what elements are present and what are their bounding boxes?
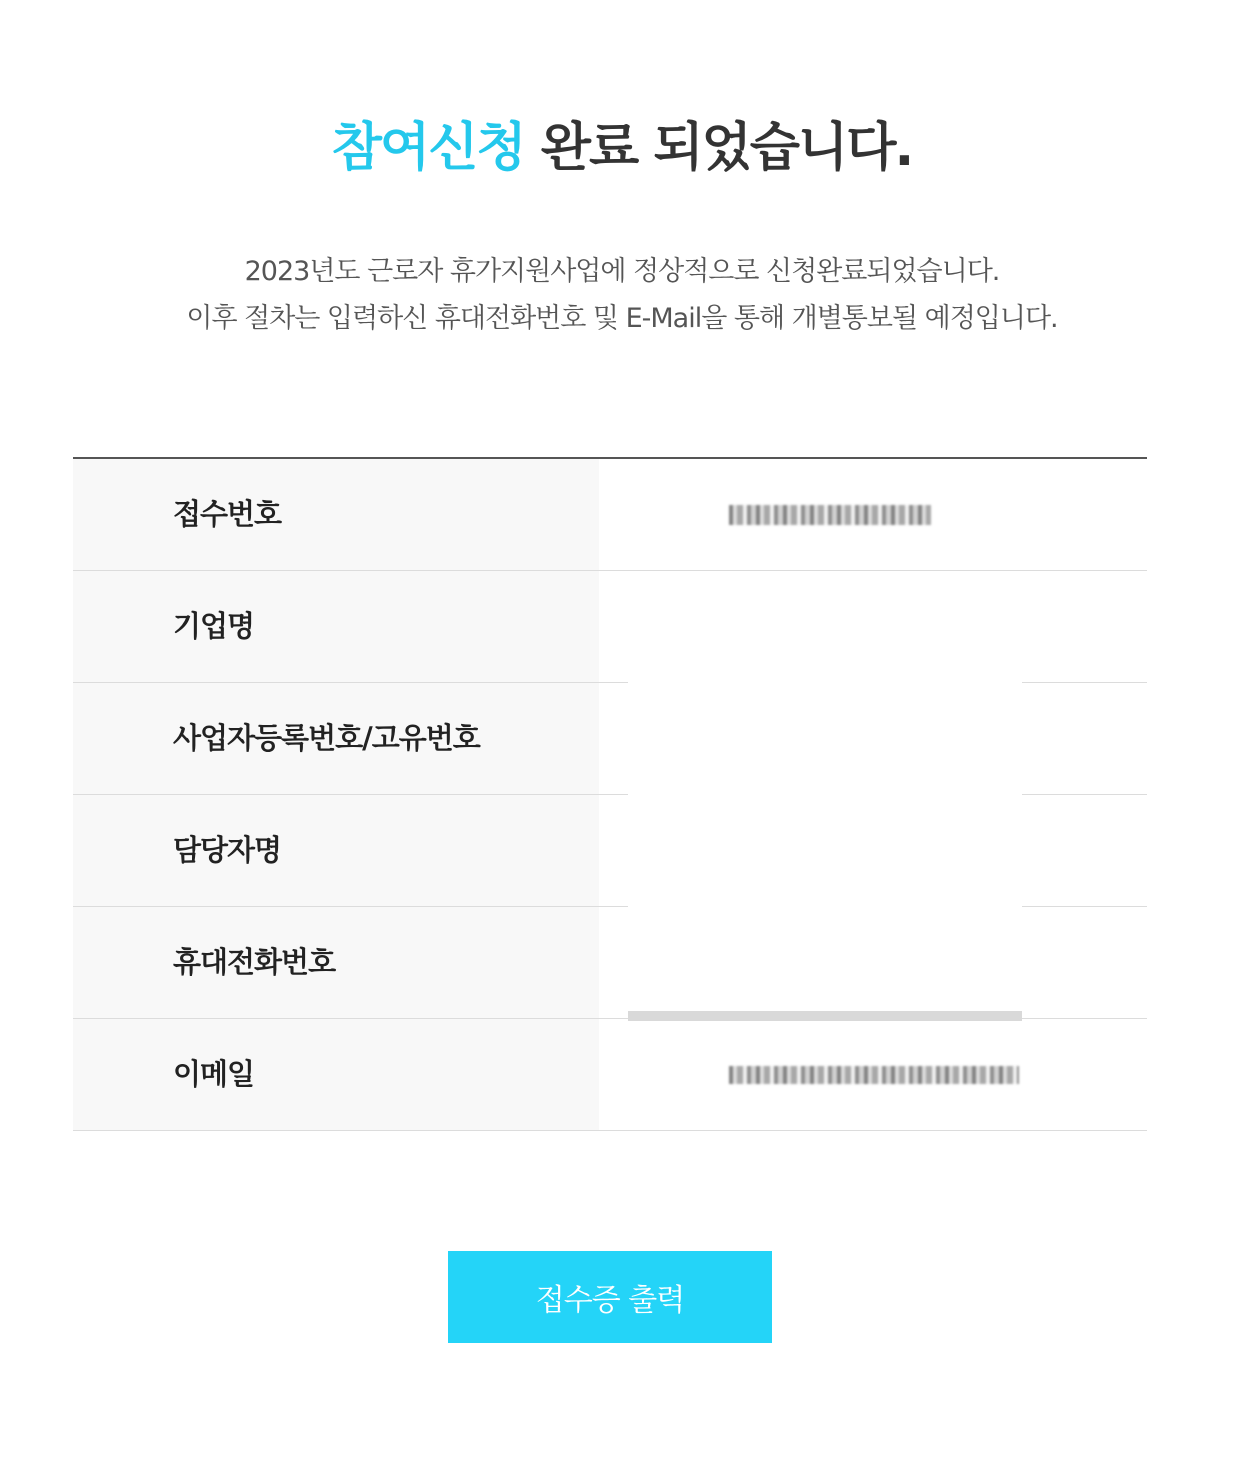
page-title <box>0 112 1244 184</box>
table-row-contact-name <box>73 795 1147 907</box>
row-value-redacted <box>729 571 948 682</box>
application-info-table <box>73 457 1147 1131</box>
row-value-redacted <box>729 1019 1019 1130</box>
redacted-text <box>729 1066 1019 1084</box>
row-label: 이메일 <box>73 1019 599 1130</box>
table-row-receipt-number <box>73 459 1147 571</box>
row-value-redacted <box>729 907 917 1018</box>
row-label: 기업명 <box>73 571 599 682</box>
table-row-business-number <box>73 683 1147 795</box>
description-line-2: 이후 절차는 입력하신 휴대전화번호 및 E-Mail을 통해 개별통보될 예정입니다. <box>186 303 1058 334</box>
table-row-email <box>73 1019 1147 1131</box>
table-row-phone-number <box>73 907 1147 1019</box>
row-label: 접수번호 <box>73 459 599 570</box>
row-value-redacted <box>729 683 901 794</box>
row-value-redacted <box>729 795 802 906</box>
title-highlight: 참여신청 <box>331 118 525 178</box>
redacted-text <box>729 951 917 975</box>
description <box>0 248 1244 342</box>
row-label: 휴대전화번호 <box>73 907 599 1018</box>
description-line-1: 2023년도 근로자 휴가지원사업에 정상적으로 신청완료되었습니다. <box>244 256 1000 287</box>
title-rest: 완료 되었습니다. <box>524 118 913 178</box>
print-receipt-button[interactable]: 접수증 출력 <box>448 1251 772 1343</box>
redacted-text <box>729 505 931 525</box>
redacted-text <box>729 733 901 745</box>
redacted-text <box>729 840 802 862</box>
row-label: 담당자명 <box>73 795 599 906</box>
row-label: 사업자등록번호/고유번호 <box>73 683 599 794</box>
table-row-company-name <box>73 571 1147 683</box>
redacted-text <box>729 616 948 638</box>
row-value-redacted <box>729 459 931 570</box>
